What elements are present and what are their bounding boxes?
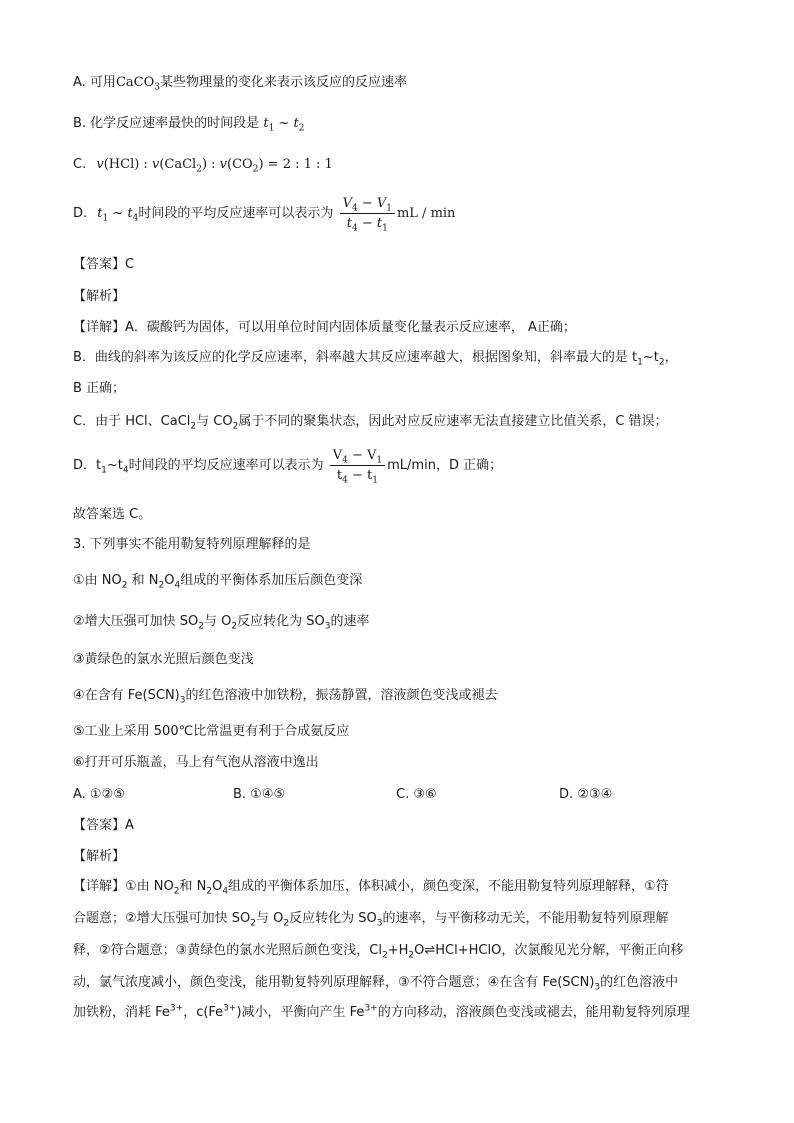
minus-v: − V (357, 196, 387, 211)
superscript: 3+ (169, 1003, 184, 1014)
s4-pre: ④在含有 Fe(SCN) (73, 688, 180, 703)
statement-1 (73, 571, 362, 591)
subscript: 2 (658, 357, 665, 368)
q3-detail-line-1 (73, 877, 669, 897)
detail-c-mid: 与 CO (196, 414, 233, 429)
detail-a: 【详解】A．碳酸钙为固体，可以用单位时间内固体质量变化量表示反应速率， A正确； (73, 320, 576, 335)
question-3-stem: 3. 下列事实不能用勒复特列原理解释的是 (73, 537, 311, 552)
detail-text: +H (387, 943, 409, 958)
fraction-numerator (340, 195, 395, 214)
answer-label: 【答案】A (73, 818, 134, 833)
var-v: v (96, 157, 104, 172)
var-t: t (97, 206, 103, 221)
subscript: 1 (386, 203, 392, 214)
detail-text: 合题意；②增大压强可加快 SO (73, 911, 251, 926)
hcl: (HCl) (103, 157, 140, 172)
option-b-text: B. 化学反应速率最快的时间段是 (73, 116, 260, 131)
subscript: 4 (174, 580, 181, 591)
choice-b: B. ①④⑤ (233, 787, 286, 802)
option-a-text: 某些物理量的变化来表示该反应的反应速率 (159, 75, 407, 90)
tilde: ~t (106, 458, 123, 473)
s1-mid: 和 N (127, 573, 159, 588)
var-t: t (127, 206, 133, 221)
option-b (73, 114, 304, 134)
detail-text: O (212, 879, 223, 894)
var-v: v (219, 157, 228, 172)
minus-v: − V (347, 448, 377, 463)
subscript: 2 (232, 421, 239, 432)
paren: ) (201, 157, 208, 172)
paren: ) (258, 157, 264, 172)
option-a (73, 73, 407, 93)
detail-b (73, 348, 678, 368)
var-v: v (151, 157, 160, 172)
subscript: 1 (376, 455, 383, 466)
tilde: ~ (108, 206, 128, 221)
subscript: 1 (102, 213, 109, 224)
subscript: 1 (101, 465, 107, 476)
choice-a: A. ①②⑤ (73, 787, 125, 802)
s1-post: 组成的平衡体系加压后颜色变深 (180, 573, 363, 588)
option-a-prefix: A. 可用 (73, 75, 116, 90)
cacl2: (CaCl (159, 157, 197, 172)
q3-detail-line-5 (73, 1003, 690, 1023)
detail-text: 加铁粉，消耗 Fe (73, 1005, 170, 1020)
s2-post: 的速率 (330, 614, 370, 629)
co2: (CO (227, 157, 253, 172)
subscript: 1 (637, 357, 643, 368)
colon: : (207, 157, 220, 172)
choice-row (73, 785, 723, 805)
analysis-label: 【解析】 (73, 849, 126, 864)
subscript: 1 (372, 475, 378, 486)
analysis-label: 【解析】 (73, 289, 126, 304)
answer-label: 【答案】C (73, 257, 135, 272)
subscript: 3 (179, 695, 186, 706)
subscript: 2 (206, 886, 213, 897)
detail-c-post: 属于不同的聚集状态，因此对应反应速率无法直接建立比值关系，C 错误； (238, 414, 668, 429)
s1-pre: ①由 NO (73, 573, 122, 588)
statement-6: ⑥打开可乐瓶盖，马上有气泡从溶液中逸出 (73, 755, 319, 770)
conclusion: 故答案选 C。 (73, 507, 152, 522)
subscript: 2 (382, 950, 388, 961)
option-d (73, 194, 455, 234)
choice-c: C. ③⑥ (396, 787, 437, 802)
detail-d-post: mL/min，D 正确； (387, 458, 503, 473)
colon: : (139, 157, 152, 172)
subscript: 2 (283, 918, 290, 929)
var-t: t (263, 116, 269, 131)
detail-text: 组成的平衡体系加压，体积减小，颜色变深，不能用勒复特列原理解释，①符 (228, 879, 669, 894)
q3-detail-line-2 (73, 909, 669, 929)
fraction-numerator (330, 447, 385, 466)
fraction-denominator (340, 214, 395, 232)
subscript: 4 (342, 455, 348, 466)
statement-3: ③黄绿色的氯水光照后颜色变浅 (73, 652, 254, 667)
subscript: 3 (376, 918, 383, 929)
s2-pre: ②增大压强可加快 SO (73, 614, 199, 629)
var-v: V (332, 448, 343, 463)
detail-d (73, 446, 502, 486)
s2-mid: 与 O (204, 614, 232, 629)
detail-d-pre: D．t (73, 458, 102, 473)
option-d-text: 时间段的平均反应速率可以表示为 (138, 206, 334, 221)
option-d-prefix: D. (73, 206, 88, 221)
subscript: 2 (250, 918, 257, 929)
fraction (340, 195, 395, 232)
subscript: 2 (231, 621, 238, 632)
subscript: 4 (222, 886, 229, 897)
detail-text: 反应转化为 SO (289, 911, 377, 926)
subscript: 4 (351, 203, 358, 214)
subscript: 1 (268, 123, 275, 134)
fraction-denominator (330, 466, 385, 484)
subscript: 2 (173, 886, 180, 897)
ratio: = 2 : 1 : 1 (263, 157, 333, 172)
statement-4 (73, 686, 498, 706)
tilde: ~ (274, 116, 294, 131)
q3-detail-line-3 (73, 941, 683, 961)
subscript: 4 (351, 223, 358, 234)
detail-text: 动，氯气浓度减小，颜色变浅，能用勒复特列原理解释，③不符合题意；④在含有 Fe(SCN) (73, 975, 595, 990)
rate-ratio-formula (96, 157, 333, 175)
q3-detail-line-4 (73, 973, 678, 993)
subscript: 4 (132, 213, 139, 224)
statement-5: ⑤工业上采用 500℃比常温更有利于合成氨反应 (73, 724, 350, 739)
subscript: 2 (196, 164, 202, 175)
detail-c (73, 412, 668, 432)
option-c-prefix: C. (73, 157, 87, 172)
detail-text: ，c(Fe (183, 1005, 224, 1020)
var-t: t (293, 116, 299, 131)
var-t: t (336, 468, 343, 483)
var-v: V (342, 196, 352, 211)
superscript: 3+ (223, 1003, 237, 1014)
var-t: t (346, 216, 352, 231)
detail-text: )减小，平衡向产生 Fe (236, 1005, 365, 1020)
subscript: 3 (154, 82, 160, 93)
minus-t: − t (357, 216, 383, 231)
subscript: 2 (198, 621, 205, 632)
detail-text: 与 O (256, 911, 284, 926)
subscript: 3 (324, 621, 331, 632)
subscript: 3 (594, 982, 601, 993)
subscript: 1 (382, 223, 388, 234)
detail-b-text: B．曲线的斜率为该反应的化学反应速率，斜率越大其反应速率越大，根据图象知，斜率最大的是 t (73, 350, 638, 365)
minus-t: − t (347, 468, 373, 483)
option-c (73, 155, 333, 175)
comma: ， (664, 350, 678, 365)
subscript: 2 (121, 580, 128, 591)
tilde: ~t (642, 350, 659, 365)
detail-text: 的速率，与平衡移动无关，不能用勒复特列原理解 (382, 911, 669, 926)
subscript: 4 (342, 475, 348, 486)
subscript: 2 (158, 580, 165, 591)
detail-text: 【详解】①由 NO (73, 879, 174, 894)
detail-b-cont: B 正确； (73, 381, 126, 396)
formula-caco3: CaCO (115, 75, 155, 90)
subscript: 2 (252, 164, 259, 175)
superscript: 3+ (364, 1003, 378, 1014)
s2-mid2: 反应转化为 SO (237, 614, 325, 629)
detail-text: 释，②符合题意；③黄绿色的氯水光照后颜色变浅，Cl (73, 943, 382, 958)
s4-post: 的红色溶液中加铁粉，振荡静置，溶液颜色变浅或褪去 (185, 688, 498, 703)
subscript: 4 (122, 465, 129, 476)
s1-o: O (164, 573, 175, 588)
detail-text: O⇌HCl+HClO，次氯酸见光分解，平衡正向移 (414, 943, 684, 958)
statement-2 (73, 612, 370, 632)
detail-text: 和 N (179, 879, 207, 894)
detail-text: 的红色溶液中 (600, 975, 679, 990)
unit: mL / min (396, 206, 456, 221)
detail-text: 的方向移动，溶液颜色变浅或褪去，能用勒复特列原理 (377, 1005, 690, 1020)
detail-d-mid: 时间段的平均反应速率可以表示为 (128, 458, 324, 473)
fraction (330, 447, 385, 484)
choice-d: D. ②③④ (559, 787, 613, 802)
subscript: 2 (408, 950, 415, 961)
subscript: 2 (190, 421, 197, 432)
detail-c-pre: C．由于 HCl、CaCl (73, 414, 191, 429)
subscript: 2 (298, 123, 305, 134)
